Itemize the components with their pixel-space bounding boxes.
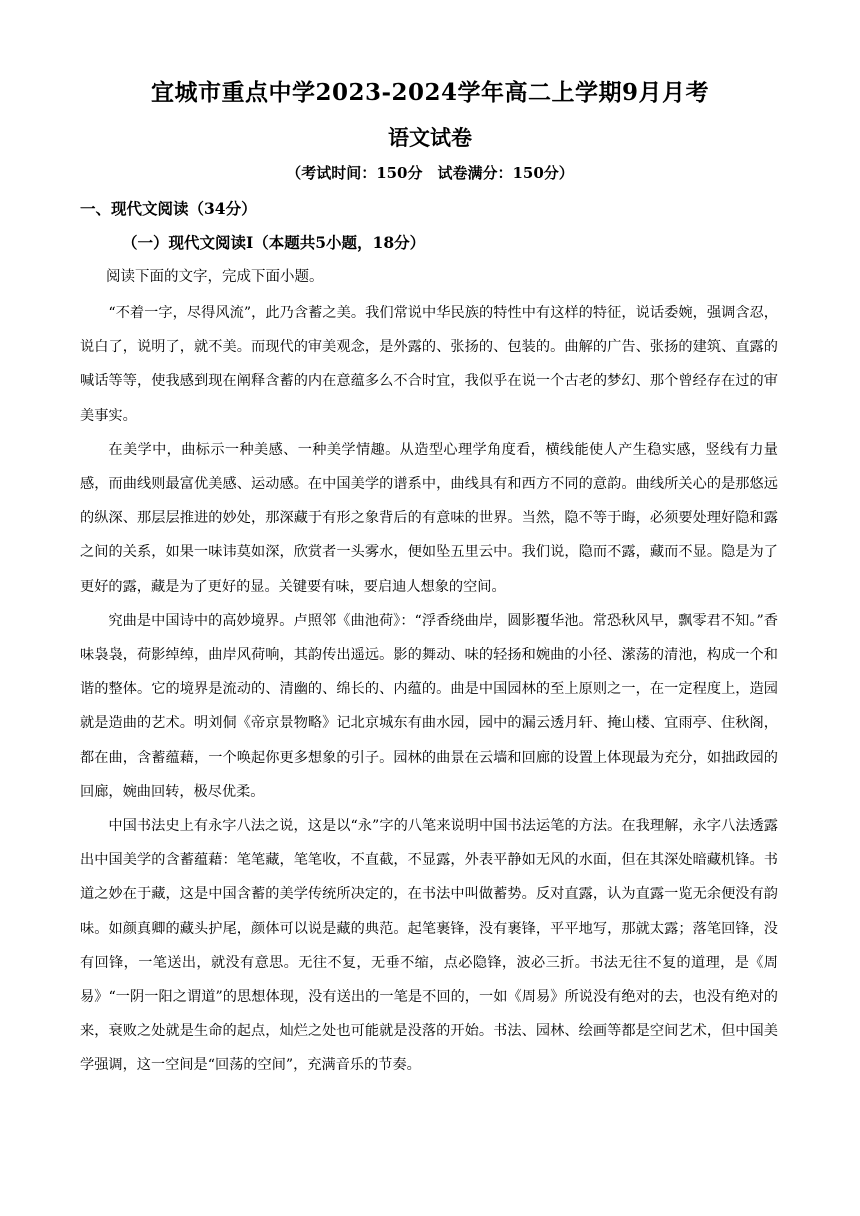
section-heading: 一、现代文阅读（34分）	[80, 199, 257, 218]
passage-paragraph: “不着一字，尽得风流”，此乃含蓄之美。我们常说中华民族的特性中有这样的特征，说话委婉，强调含忍，说白了，说明了，就不美。而现代的审美观念，是外露的、张扬的、包装的。曲解的广告、张扬的建筑、直露的喊话等等，使我感到现在阐释含蓄的内在意蕴多么不合时宜，我似乎在说一个古老的梦幻、那个曾经存在过的审美事实。	[80, 305, 778, 424]
subsection-heading: （一）现代文阅读Ⅰ（本题共5小题，18分）	[122, 233, 426, 252]
passage-body	[80, 296, 778, 1083]
document-subtitle: 语文试卷	[388, 125, 472, 150]
passage-paragraph: 中国书法史上有永字八法之说，这是以“永”字的八笔来说明中国书法运笔的方法。在我理解，永字八法透露出中国美学的含蓄蕴藉：笔笔藏，笔笔收，不直截，不显露，外表平静如无风的水面，但在其深处暗藏机锋。书道之妙在于藏，这是中国含蓄的美学传统所决定的，在书法中叫做蓄势。反对直露，认为直露一览无余便没有韵味。如颜真卿的藏头护尾，颜体可以说是藏的典范。起笔裹锋，没有裹锋，平平地写，那就太露；落笔回锋，没有回锋，一笔送出，就没有意思。无往不复，无垂不缩，点必隐锋，波必三折。书法无往不复的道理，是《周易》“一阴一阳之谓道”的思想体现，没有送出的一笔是不回的，一如《周易》所说没有绝对的去，也没有绝对的来，衰败之处就是生命的起点，灿烂之处也可能就是没落的开始。书法、园林、绘画等都是空间艺术，但中国美学强调，这一空间是“回荡的空间”，充满音乐的节奏。	[80, 818, 778, 1074]
reading-instruction: 阅读下面的文字，完成下面小题。	[106, 269, 324, 285]
exam-info: （考试时间：150分 试卷满分：150分）	[286, 164, 574, 182]
passage-paragraph: 在美学中，曲标示一种美感、一种美学情趣。从造型心理学角度看，横线能使人产生稳实感，竖线有力量感，而曲线则最富优美感、运动感。在中国美学的谱系中，曲线具有和西方不同的意韵。曲线所关心的是那悠远的纵深、那层层推进的妙处，那深藏于有形之象背后的有意味的世界。当然，隐不等于晦，必须要处理好隐和露之间的关系，如果一味讳莫如深，欣赏者一头雾水，便如坠五里云中。我们说，隐而不露，藏而不显。隐是为了更好的露，藏是为了更好的显。关键要有味，要启迪人想象的空间。	[80, 441, 778, 595]
passage-paragraph: 究曲是中国诗中的高妙境界。卢照邻《曲池荷》：“浮香绕曲岸，圆影覆华池。常恐秋风早，飘零君不知。”香味袅袅，荷影绰绰，曲岸风荷响，其韵传出遥远。影的舞动、味的轻扬和婉曲的小径、潆荡的清池，构成一个和谐的整体。它的境界是流动的、清幽的、绵长的、内蕴的。曲是中国园林的至上原则之一，在一定程度上，造园就是造曲的艺术。明刘侗《帝京景物略》记北京城东有曲水园，园中的漏云透月轩、掩山楼、宜雨亭、住秋阁，都在曲，含蓄蕴藉，一个唤起你更多想象的引子。园林的曲景在云墙和回廊的设置上体现最为充分，如拙政园的回廊，婉曲回转，极尽优柔。	[80, 612, 778, 800]
document-title: 宜城市重点中学2023-2024学年高二上学期9月月考	[150, 79, 710, 106]
